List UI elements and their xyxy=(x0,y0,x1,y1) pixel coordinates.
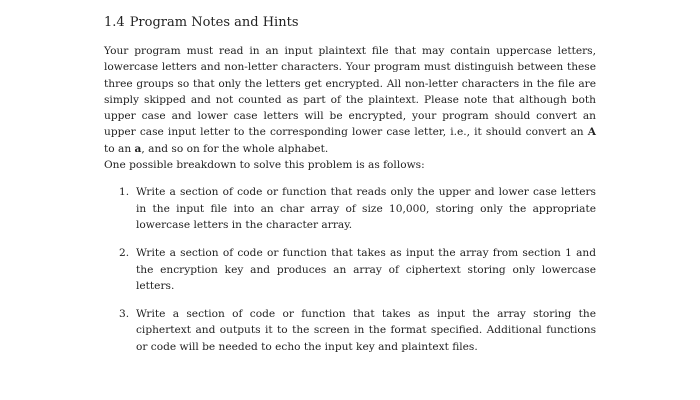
list-item xyxy=(104,245,596,294)
list-item-text: Write a section of code or function that takes as input the array storing the ciphertext and outputs it to the screen in the format specified. Additional functions or code will be needed to echo the input key and plaintext files. xyxy=(136,308,596,353)
list-marker: 3. xyxy=(119,308,130,321)
list-marker: 1. xyxy=(119,186,130,199)
intro-bold-lower-a: a xyxy=(134,142,142,155)
section-title: Program Notes and Hints xyxy=(129,15,299,30)
document-page xyxy=(104,14,596,367)
intro-bold-upper-a: A xyxy=(587,126,596,139)
breakdown-intro: One possible breakdown to solve this problem is as follows: xyxy=(104,159,425,172)
list-marker: 2. xyxy=(119,247,130,260)
list-item xyxy=(104,306,596,355)
steps-list xyxy=(104,184,596,355)
list-item-text: Write a section of code or function that reads only the upper and lower case letters in the input file into an char array of size 10,000, storing only the appropriate lowercase letters in the character array. xyxy=(136,186,596,231)
list-item-text: Write a section of code or function that takes as input the array from section 1 and the encryption key and produces an array of ciphertext storing only lowercase letters. xyxy=(136,247,596,292)
section-heading xyxy=(104,14,596,32)
intro-text-part3: , and so on for the whole alphabet. xyxy=(141,142,329,155)
section-number: 1.4 xyxy=(104,15,125,30)
intro-text-part1: Your program must read in an input plaintext file that may contain uppercase letters, lowercase letters and non-letter characters. Your program must distinguish between these three groups so that only the letters get encrypted. All non-letter characters in the file are simply skipped and not counted as part of the plaintext. Please note that although both upper case and lower case letters will be encrypted, your program should convert an upper case input letter to the corresponding lower case letter, i.e., it should convert an xyxy=(104,45,596,139)
intro-text-part2: to an xyxy=(104,142,135,155)
list-item xyxy=(104,184,596,233)
intro-paragraph xyxy=(104,43,596,157)
